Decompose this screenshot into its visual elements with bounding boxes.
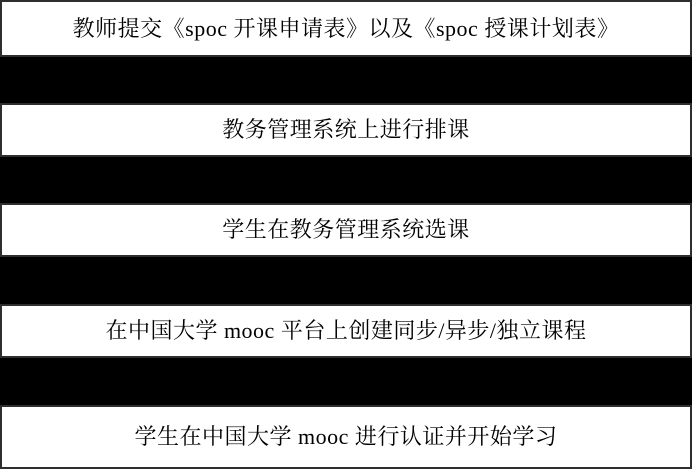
flow-step-4-label: 在中国大学 mooc 平台上创建同步/异步/独立课程 xyxy=(105,318,587,343)
flow-step-3-label: 学生在教务管理系统选课 xyxy=(222,217,470,242)
flow-step-4-box xyxy=(0,304,692,358)
flow-step-5-box xyxy=(0,405,692,469)
flow-step-3-box xyxy=(0,203,692,257)
flow-step-2-box xyxy=(0,103,692,157)
flow-step-2-label: 教务管理系统上进行排课 xyxy=(222,117,470,142)
flow-step-1-label: 教师提交《spoc 开课申请表》以及《spoc 授课计划表》 xyxy=(72,15,620,41)
flow-step-1-box xyxy=(0,0,692,57)
flow-step-5-label: 学生在中国大学 mooc 进行认证并开始学习 xyxy=(134,424,558,449)
